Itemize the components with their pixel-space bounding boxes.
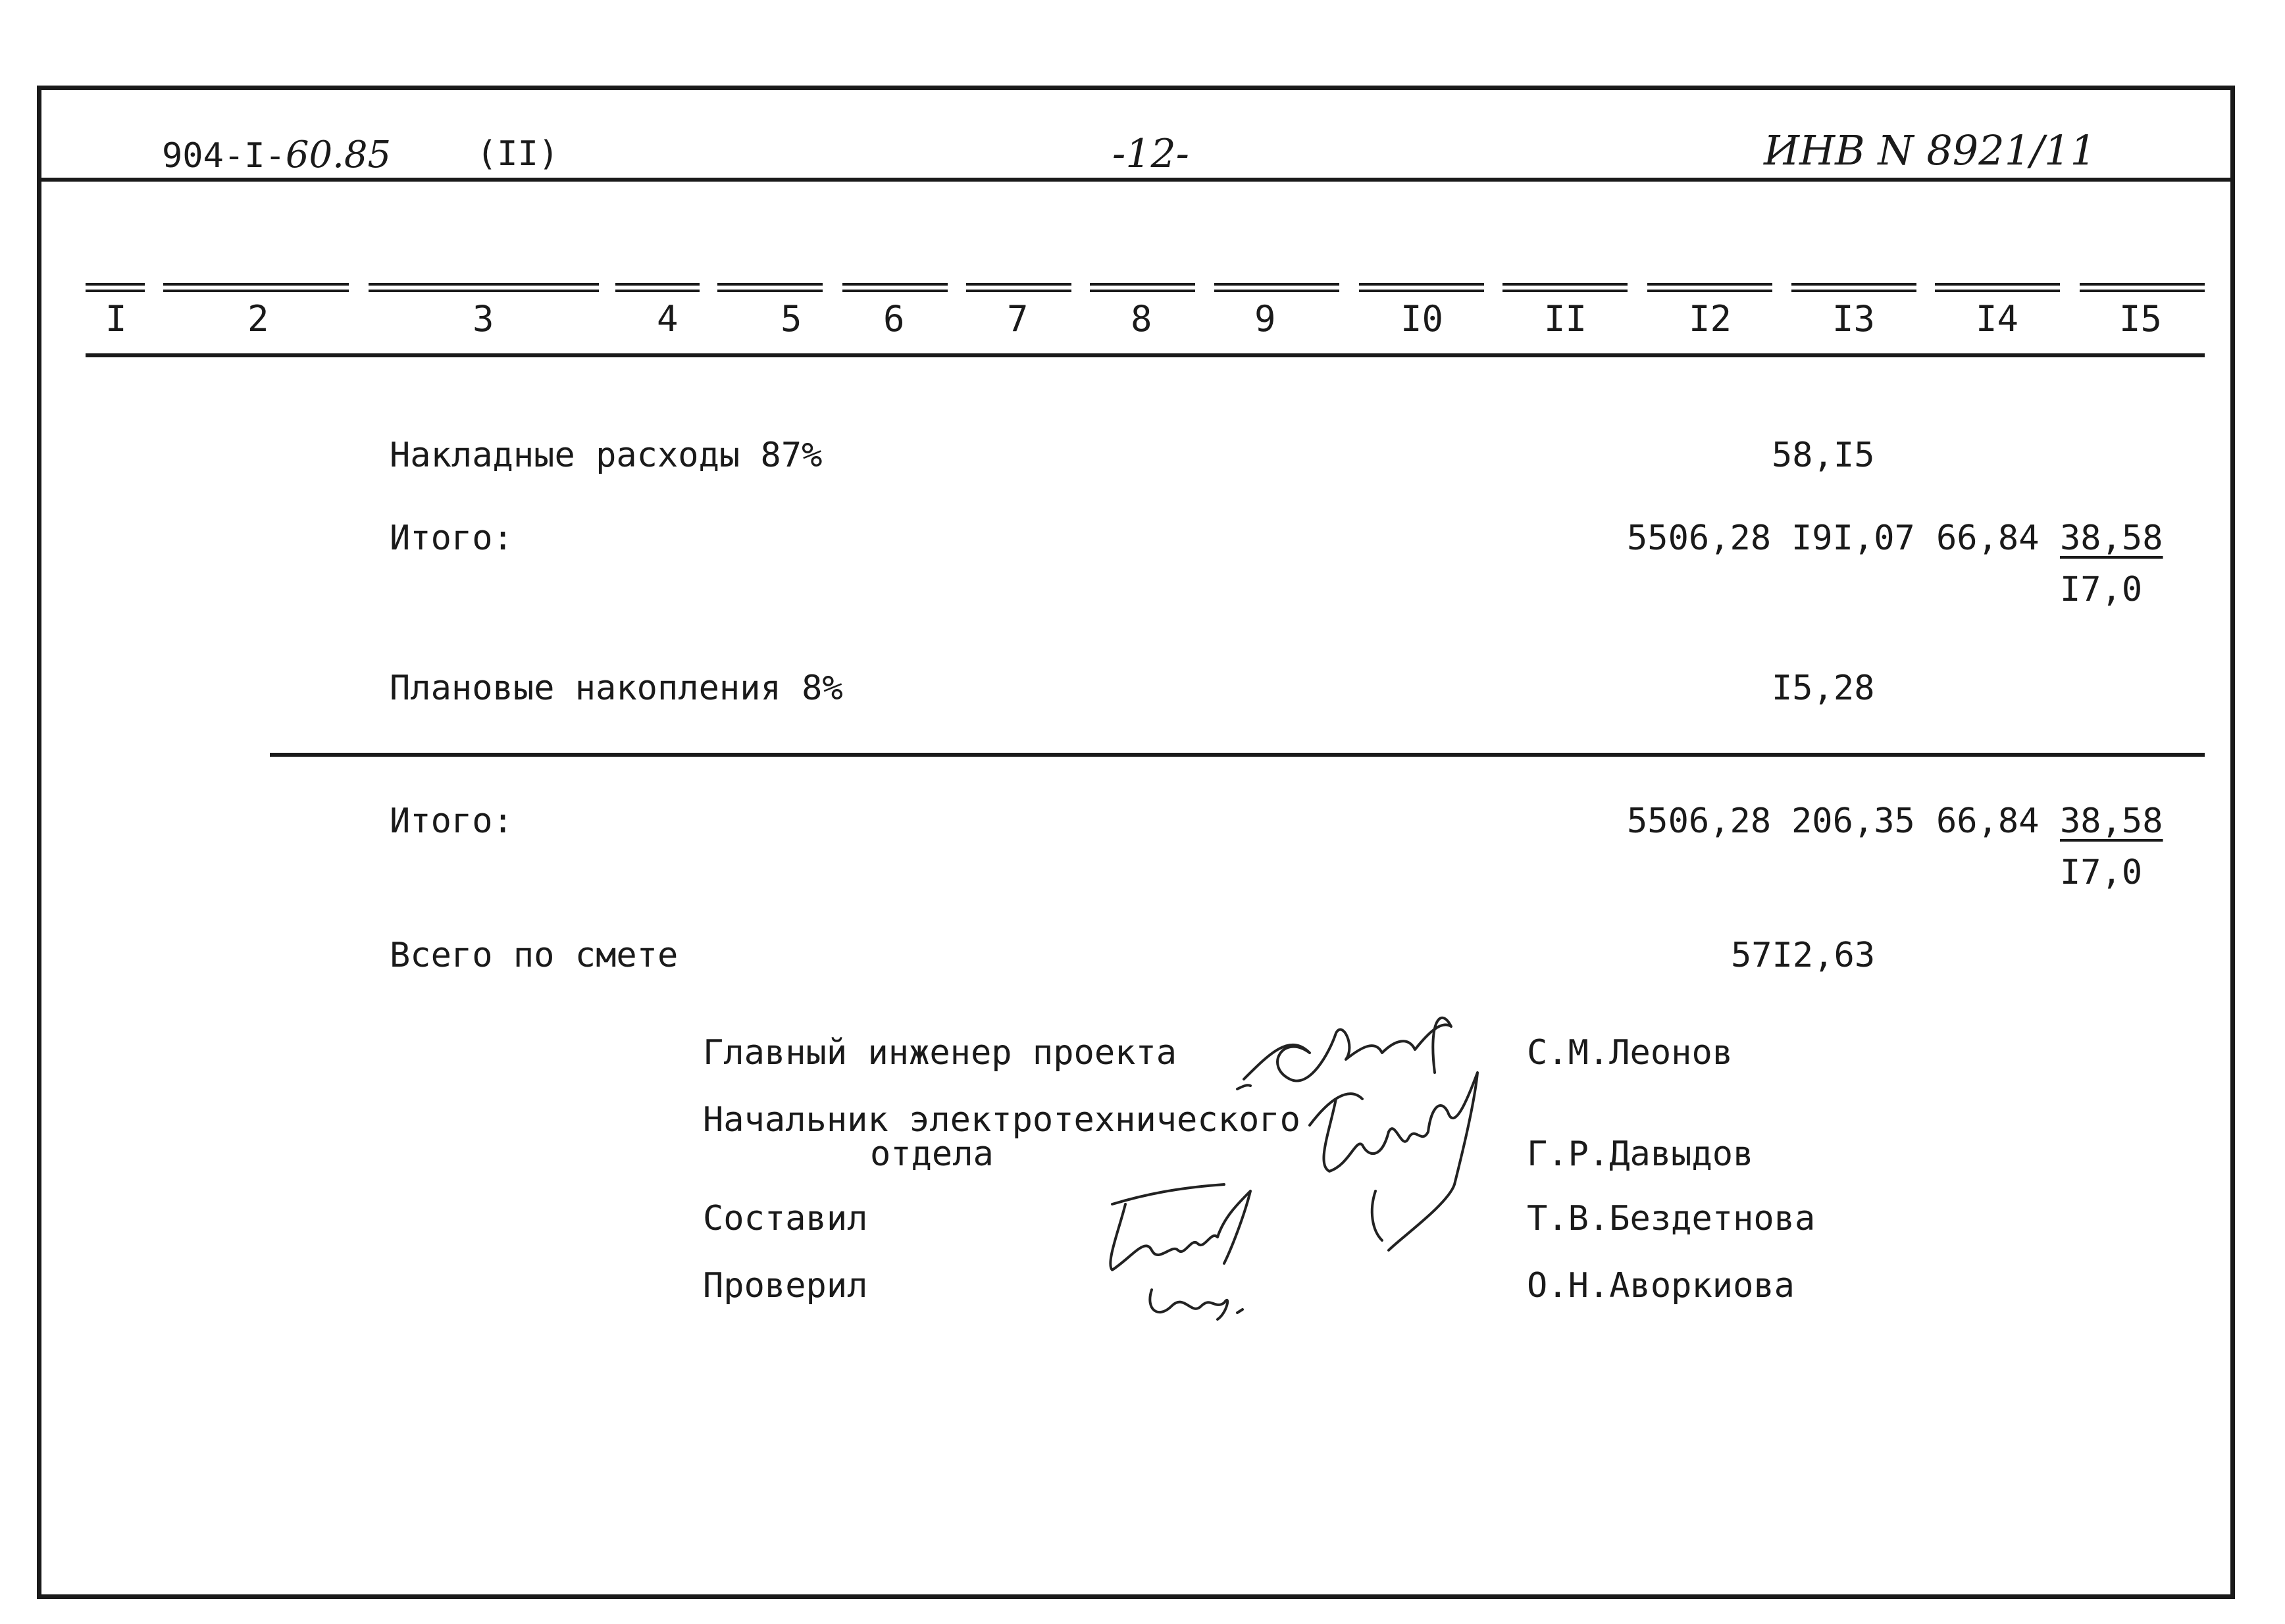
col-header: I5 — [2119, 298, 2163, 340]
doc-code-handwritten: 60.85 — [285, 134, 392, 176]
total2-col15: 38,58 — [2060, 801, 2163, 841]
col-rule — [369, 283, 599, 292]
head-dept-name: Г.Р.Давыдов — [1527, 1134, 1754, 1174]
col-rule — [1647, 283, 1772, 292]
checked-name: О.Н.Аворкиова — [1527, 1266, 1795, 1306]
planned-label: Плановые накопления 8% — [390, 669, 843, 708]
col-header: 3 — [473, 298, 494, 340]
total2-col15-sub: I7,0 — [2060, 853, 2143, 892]
overhead-value: 58,I5 — [1772, 436, 1875, 475]
column-header-divider — [86, 353, 2205, 357]
col-rule — [615, 283, 700, 292]
total1-col14: 66,84 — [1936, 519, 2040, 558]
total2-col14: 66,84 — [1936, 801, 2040, 841]
total2-label: Итого: — [390, 801, 513, 841]
compiled-name: Т.В.Бездетнова — [1527, 1199, 1816, 1238]
page-number: -12- — [1112, 131, 1189, 177]
signature-compiled — [1092, 1178, 1310, 1323]
col-rule — [163, 283, 349, 292]
col-header: I3 — [1832, 298, 1876, 340]
total2-col13: 206,35 — [1791, 801, 1915, 841]
total2-col12: 5506,28 — [1627, 801, 1772, 841]
doc-part: (II) — [476, 134, 559, 174]
col-rule — [1214, 283, 1339, 292]
col-rule — [966, 283, 1071, 292]
compiled-role: Составил — [703, 1199, 868, 1238]
overhead-label: Накладные расходы 87% — [390, 436, 823, 475]
col-rule — [2080, 283, 2205, 292]
col-header: 6 — [883, 298, 905, 340]
grand-total-value: 57I2,63 — [1731, 936, 1876, 975]
col-rule — [1935, 283, 2060, 292]
col-header: 4 — [657, 298, 679, 340]
summary-divider — [270, 753, 2205, 757]
col-header: 8 — [1131, 298, 1152, 340]
total1-col13: I9I,07 — [1791, 519, 1915, 558]
col-rule — [1359, 283, 1484, 292]
col-header: 9 — [1254, 298, 1276, 340]
col-rule — [1502, 283, 1628, 292]
doc-code — [162, 134, 392, 176]
head-dept-role-line1: Начальник электротехнического — [703, 1100, 1300, 1140]
checked-role: Проверил — [703, 1266, 868, 1306]
planned-value: I5,28 — [1772, 669, 1875, 708]
col-rule — [1791, 283, 1916, 292]
col-header: 2 — [247, 298, 269, 340]
header-divider — [41, 178, 2230, 182]
chief-engineer-name: С.М.Леонов — [1527, 1033, 1733, 1073]
col-rule — [86, 283, 145, 292]
total1-col12: 5506,28 — [1627, 519, 1772, 558]
col-header: I4 — [1976, 298, 2019, 340]
col-header: I2 — [1689, 298, 1732, 340]
col-rule — [842, 283, 948, 292]
col-header: II — [1544, 298, 1587, 340]
total1-label: Итого: — [390, 519, 513, 558]
col-header: I0 — [1400, 298, 1444, 340]
col-rule — [1090, 283, 1195, 292]
chief-engineer-role: Главный инженер проекта — [703, 1033, 1177, 1073]
head-dept-role-line2: отдела — [870, 1134, 994, 1174]
col-header: I — [105, 298, 127, 340]
total1-col15-sub: I7,0 — [2060, 570, 2143, 609]
col-header: 5 — [781, 298, 802, 340]
doc-code-typed: 904-I- — [162, 136, 286, 176]
grand-total-label: Всего по смете — [390, 936, 679, 975]
col-header: 7 — [1007, 298, 1029, 340]
col-rule — [717, 283, 823, 292]
signature-head-dept — [1290, 1059, 1501, 1250]
total1-col15: 38,58 — [2060, 519, 2163, 558]
inventory-number: ИНВ N 8921/11 — [1764, 126, 2096, 174]
